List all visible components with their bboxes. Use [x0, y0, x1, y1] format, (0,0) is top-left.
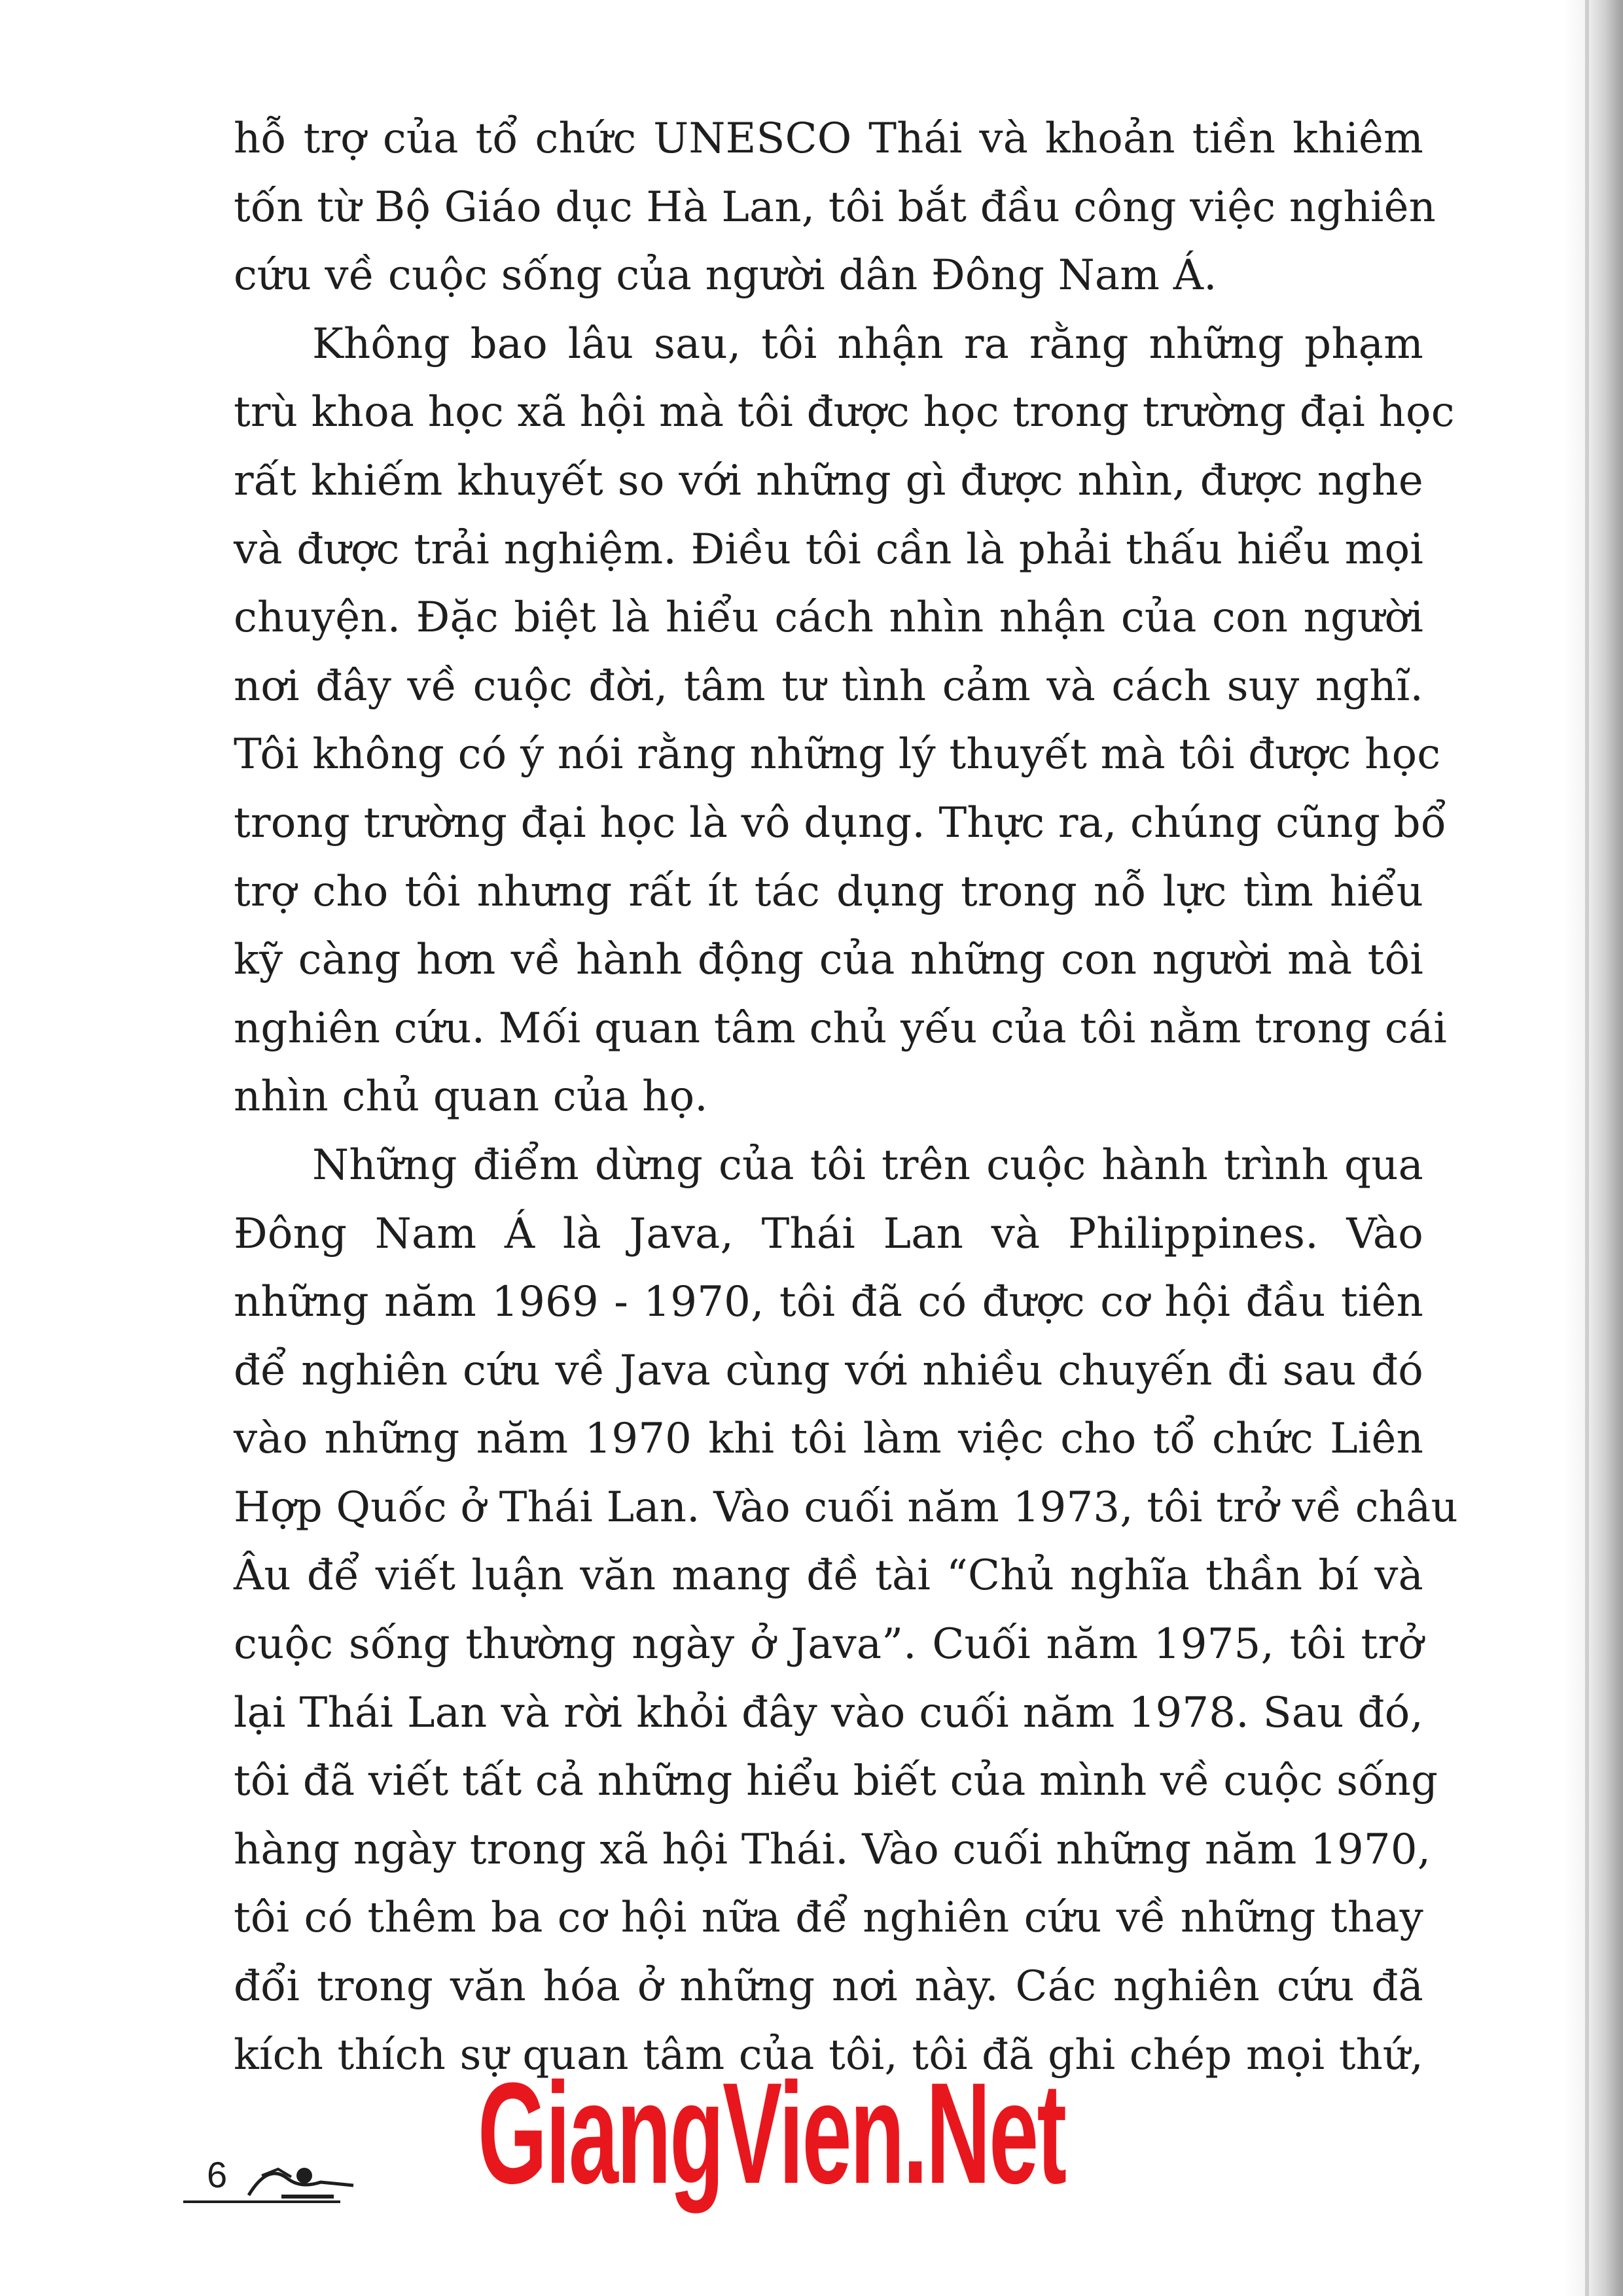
text-line: trợ cho tôi nhưng rất ít tác dụng trong nỗ lực tìm hiểu: [234, 867, 1423, 916]
page-edge-shadow: [1564, 0, 1623, 2296]
text-line: để nghiên cứu về Java cùng với nhiều chuyến đi sau đó: [234, 1346, 1423, 1395]
text-line: đổi trong văn hóa ở những nơi này. Các nghiên cứu đã: [234, 1962, 1423, 2011]
text-line: Không bao lâu sau, tôi nhận ra rằng những phạm: [312, 319, 1423, 368]
text-line: tôi có thêm ba cơ hội nữa để nghiên cứu về những thay: [234, 1894, 1423, 1943]
text-line: hỗ trợ của tổ chức UNESCO Thái và khoản tiền khiêm: [234, 115, 1423, 163]
text-line: tốn từ Bộ Giáo dục Hà Lan, tôi bắt đầu công việc nghiên: [234, 183, 1436, 232]
text-line: Âu để viết luận văn mang đề tài “Chủ nghĩa thần bí và: [234, 1551, 1423, 1600]
text-line: hàng ngày trong xã hội Thái. Vào cuối những năm 1970,: [234, 1825, 1431, 1874]
text-line: nhìn chủ quan của họ.: [234, 1072, 708, 1122]
text-line: cuộc sống thường ngày ở Java”. Cuối năm 1975, tôi trở: [234, 1620, 1423, 1669]
text-line: tôi đã viết tất cả những hiểu biết của mình về cuộc sống: [234, 1757, 1438, 1806]
text-line: Đông Nam Á là Java, Thái Lan và Philippines. Vào: [234, 1209, 1423, 1258]
text-line: rất khiếm khuyết so với những gì được nhìn, được nghe: [234, 456, 1423, 505]
text-line: kỹ càng hơn về hành động của những con người mà tôi: [234, 936, 1423, 985]
page-footer: [183, 2143, 380, 2208]
text-line: kích thích sự quan tâm của tôi, tôi đã ghi chép mọi thứ,: [234, 2030, 1423, 2079]
page-number: 6: [207, 2154, 228, 2195]
text-line: và được trải nghiệm. Điều tôi cần là phải thấu hiểu mọi: [234, 525, 1423, 574]
body-text: [234, 105, 1458, 2089]
text-line: vào những năm 1970 khi tôi làm việc cho tổ chức Liên: [234, 1415, 1423, 1464]
text-line: chuyện. Đặc biệt là hiểu cách nhìn nhận của con người: [234, 593, 1423, 643]
text-line: lại Thái Lan và rời khỏi đây vào cuối năm 1978. Sau đó,: [234, 1688, 1423, 1737]
text-line: trù khoa học xã hội mà tôi được học trong trường đại học: [234, 388, 1455, 437]
watermark: GiangVien.Net: [478, 2053, 1065, 2214]
page-edge-line: [1585, 0, 1589, 2296]
text-line: nghiên cứu. Mối quan tâm chủ yếu của tôi nằm trong cái: [234, 1004, 1447, 1053]
text-line: những năm 1969 - 1970, tôi đã có được cơ hội đầu tiên: [234, 1278, 1423, 1327]
text-line: Hợp Quốc ở Thái Lan. Vào cuối năm 1973, tôi trở về châu: [234, 1483, 1458, 1532]
text-line: cứu về cuộc sống của người dân Đông Nam Á.: [234, 251, 1217, 300]
reclining-figure-icon: [242, 2149, 360, 2208]
text-line: nơi đây về cuộc đời, tâm tư tình cảm và cách suy nghĩ.: [234, 662, 1423, 711]
text-line: trong trường đại học là vô dụng. Thực ra, chúng cũng bổ: [234, 798, 1447, 847]
footer-rule: [183, 2200, 340, 2203]
text-line: Những điểm dừng của tôi trên cuộc hành trình qua: [312, 1140, 1423, 1190]
text-line: Tôi không có ý nói rằng những lý thuyết mà tôi được học: [234, 730, 1441, 779]
